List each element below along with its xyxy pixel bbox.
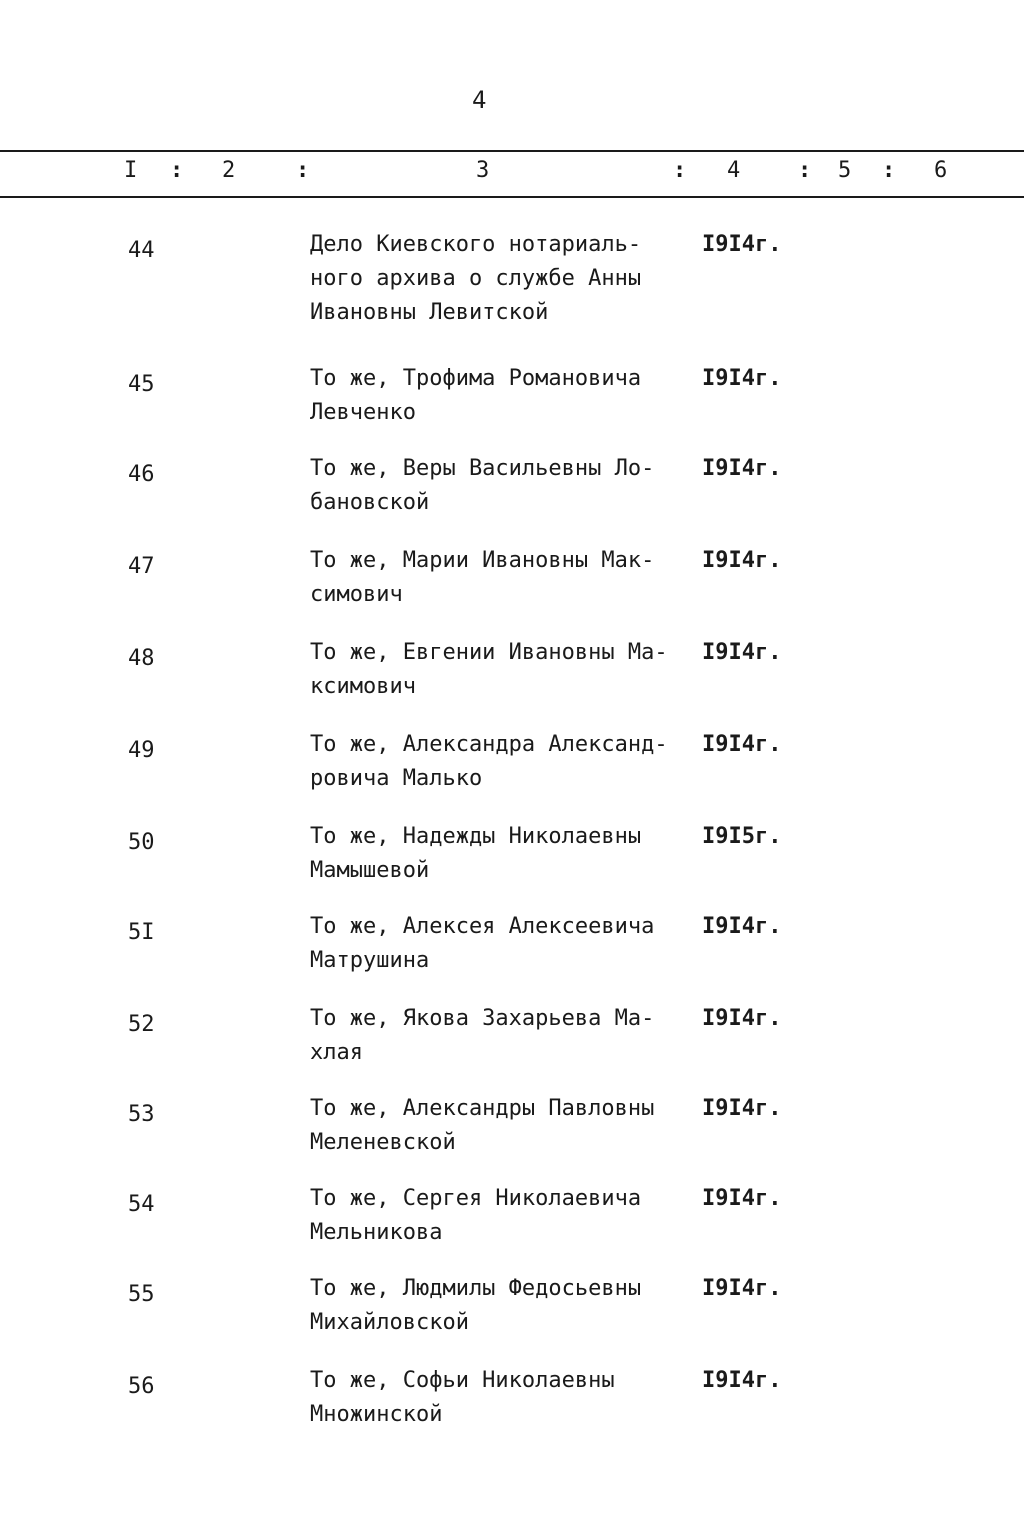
row-year: I9I4г. [702,366,782,391]
row-description: То же, Людмилы Федосьевны Михайловской [310,1276,642,1335]
row-year: I9I5г. [702,824,782,849]
header-col-4: 4 [727,158,741,183]
row-number: 55 [128,1282,155,1307]
row-description: То же, Надежды Николаевны Мамышевой [310,824,642,883]
row-year: I9I4г. [702,640,782,665]
row-year: I9I4г. [702,548,782,573]
row-description: То же, Александры Павловны Меленевской [310,1096,655,1155]
row-number: 5I [128,920,155,945]
page-number: 4 [472,86,487,114]
row-description: То же, Александра Александ- ровича Малько [310,732,668,791]
row-description: Дело Киевского нотариаль- ного архива о службе Анны Ивановны Левитской [310,232,642,325]
row-number: 56 [128,1374,155,1399]
table-header [0,152,1024,194]
header-bottom-rule [0,196,1024,198]
row-year: I9I4г. [702,1096,782,1121]
row-number: 45 [128,372,155,397]
row-number: 53 [128,1102,155,1127]
row-year: I9I4г. [702,1368,782,1393]
row-description: То же, Евгении Ивановны Ма- ксимович [310,640,668,699]
row-number: 54 [128,1192,155,1217]
row-number: 48 [128,646,155,671]
row-description: То же, Алексея Алексеевича Матрушина [310,914,655,973]
row-year: I9I4г. [702,232,782,257]
row-year: I9I4г. [702,1006,782,1031]
row-description: То же, Трофима Романовича Левченко [310,366,642,425]
row-year: I9I4г. [702,1276,782,1301]
row-number: 47 [128,554,155,579]
header-separator: : [170,158,184,183]
row-number: 44 [128,238,155,263]
header-separator: : [296,158,310,183]
row-number: 46 [128,462,155,487]
header-col-2: 2 [222,158,236,183]
row-number: 50 [128,830,155,855]
row-description: То же, Сергея Николаевича Мельникова [310,1186,642,1245]
row-description: То же, Якова Захарьева Ма- хлая [310,1006,655,1065]
row-year: I9I4г. [702,456,782,481]
header-col-5: 5 [838,158,852,183]
row-description: То же, Веры Васильевны Ло- бановской [310,456,655,515]
row-year: I9I4г. [702,914,782,939]
row-description: То же, Марии Ивановны Мак- симович [310,548,655,607]
header-separator: : [882,158,896,183]
row-number: 49 [128,738,155,763]
row-description: То же, Софьи Николаевны Множинской [310,1368,615,1427]
row-number: 52 [128,1012,155,1037]
header-col-6: 6 [934,158,948,183]
header-separator: : [798,158,812,183]
header-col-1: I [124,158,138,183]
header-col-3: 3 [476,158,490,183]
header-separator: : [673,158,687,183]
row-year: I9I4г. [702,1186,782,1211]
row-year: I9I4г. [702,732,782,757]
